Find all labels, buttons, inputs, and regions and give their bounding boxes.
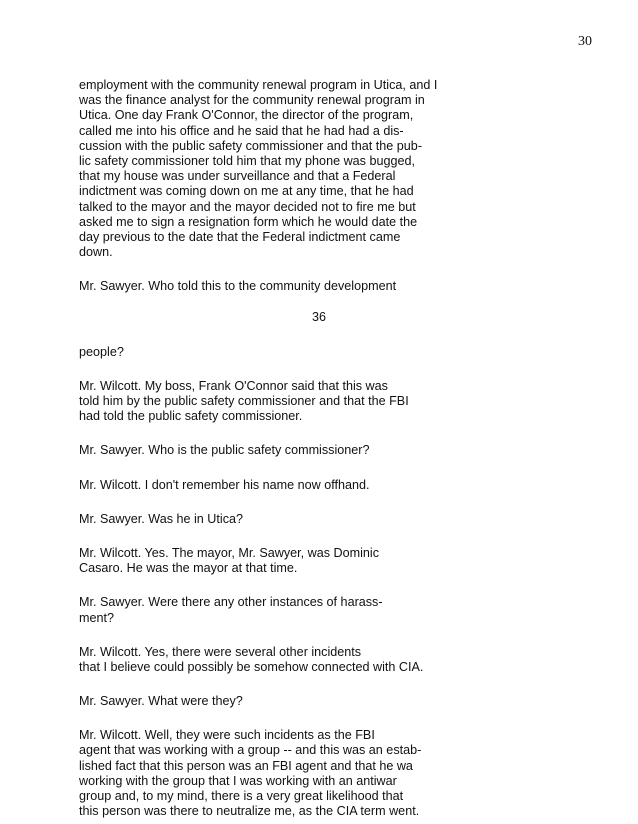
- transcript-paragraph: [79, 546, 519, 576]
- transcript-paragraph: [79, 512, 519, 527]
- text-line: cussion with the public safety commissioner and that the pub-: [79, 138, 423, 153]
- transcript-paragraph: [79, 728, 519, 819]
- text-line: people?: [79, 344, 124, 359]
- text-line: called me into his office and he said that he had had a dis-: [79, 123, 404, 138]
- text-line: Mr. Wilcott. I don't remember his name now offhand.: [79, 477, 370, 492]
- transcript-paragraph: [79, 379, 519, 425]
- text-line: down.: [79, 245, 113, 260]
- text-line: that my house was under surveillance and that a Federal: [79, 169, 396, 184]
- text-line: asked me to sign a resignation form which he would date the: [79, 214, 418, 229]
- paragraph-gap: [79, 576, 519, 595]
- text-line: Mr. Sawyer. What were they?: [79, 694, 243, 709]
- text-line: ment?: [79, 610, 115, 625]
- text-line: lic safety commissioner told him that my phone was bugged,: [79, 153, 415, 168]
- transcript-paragraph: [79, 595, 519, 625]
- text-line: lished fact that this person was an FBI agent and that he wa: [79, 758, 413, 773]
- page-number: 30: [578, 34, 592, 49]
- paragraph-gap: [79, 424, 519, 443]
- text-line: that I believe could possibly be somehow connected with CIA.: [79, 659, 424, 674]
- text-line: Mr. Wilcott. Yes. The mayor, Mr. Sawyer, was Dominic: [79, 545, 380, 560]
- text-line: had told the public safety commissioner.: [79, 409, 303, 424]
- text-line: group and, to my mind, there is a very great likelihood that: [79, 789, 404, 803]
- paragraph-gap: [79, 527, 519, 546]
- text-line: Utica. One day Frank O'Connor, the director of the program,: [79, 108, 414, 123]
- text-line: working with the group that I was working with an antiwar: [79, 773, 397, 788]
- paragraph-gap: [79, 360, 519, 379]
- text-line: this person was there to neutralize me, as the CIA term went.: [79, 804, 420, 819]
- text-line: Casaro. He was the mayor at that time.: [79, 561, 298, 576]
- text-line: Mr. Wilcott. Well, they were such incidents as the FBI: [79, 728, 375, 743]
- text-line: Mr. Wilcott. My boss, Frank O'Connor said that this was: [79, 378, 388, 393]
- text-line: Mr. Sawyer. Who told this to the community development: [79, 279, 397, 294]
- text-line: Mr. Sawyer. Was he in Utica?: [79, 511, 244, 526]
- transcript-paragraph: [79, 645, 519, 675]
- transcript-paragraph: [79, 478, 519, 493]
- text-line: day previous to the date that the Federal indictment came: [79, 229, 401, 244]
- transcript-paragraph: [79, 279, 519, 294]
- inner-page-number: 36: [311, 310, 326, 325]
- text-line: Mr. Sawyer. Were there any other instances of harass-: [79, 595, 383, 610]
- transcript-paragraph: [79, 443, 519, 458]
- text-line: Mr. Sawyer. Who is the public safety commissioner?: [79, 443, 370, 458]
- text-line: talked to the mayor and the mayor decided not to fire me but: [79, 199, 416, 214]
- text-line: Mr. Wilcott. Yes, there were several other incidents: [79, 644, 362, 659]
- transcript-section-top: [79, 78, 519, 294]
- paragraph-gap: [79, 260, 519, 279]
- transcript-paragraph: [79, 78, 519, 260]
- transcript-body: [79, 78, 519, 819]
- text-line: agent that was working with a group -- and this was an estab-: [79, 743, 422, 758]
- paragraph-gap: [79, 493, 519, 512]
- transcript-paragraph: [79, 694, 519, 709]
- transcript-paragraph: [79, 345, 519, 360]
- paragraph-gap: [79, 709, 519, 728]
- text-line: indictment was coming down on me at any time, that he had: [79, 184, 414, 199]
- transcript-section-bottom: [79, 345, 519, 820]
- paragraph-gap: [79, 675, 519, 694]
- paragraph-gap: [79, 626, 519, 645]
- text-line: told him by the public safety commissioner and that the FBI: [79, 394, 409, 408]
- text-line: employment with the community renewal program in Utica, and I: [79, 78, 438, 92]
- paragraph-gap: [79, 459, 519, 478]
- text-line: was the finance analyst for the community renewal program in: [79, 93, 425, 108]
